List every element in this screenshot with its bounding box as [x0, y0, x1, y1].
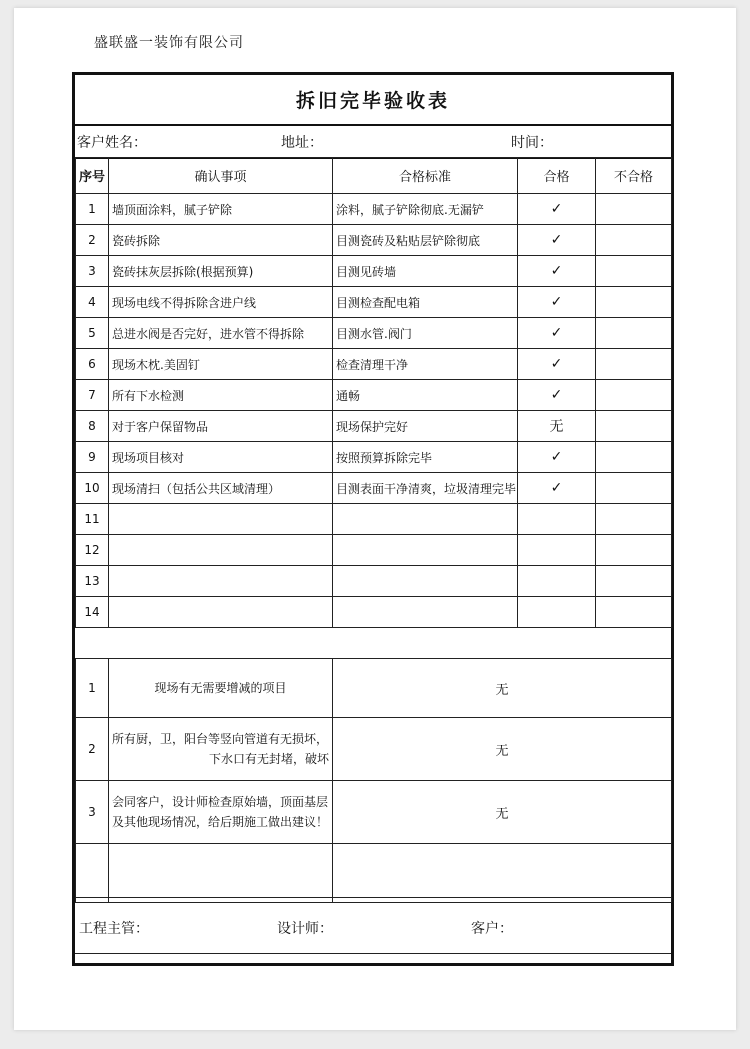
row-standard — [333, 566, 518, 597]
row-pass: ✓ — [518, 442, 596, 473]
table-row — [76, 442, 672, 473]
table-row — [76, 566, 672, 597]
customer-name-label: 客户姓名： — [77, 135, 147, 151]
inspection-line-1: 所有厨，卫，阳台等竖向管道有无损坏， — [112, 732, 329, 746]
row-item: 总进水阀是否完好，进水管不得拆除 — [109, 318, 333, 349]
header-standard: 合格标准 — [333, 158, 518, 194]
row-fail — [596, 225, 672, 256]
inspection-description — [109, 718, 333, 781]
inspection-result: 无 — [333, 659, 672, 718]
row-number: 8 — [76, 411, 109, 442]
row-standard — [333, 535, 518, 566]
row-number: 9 — [76, 442, 109, 473]
row-pass: ✓ — [518, 380, 596, 411]
row-number: 11 — [76, 504, 109, 535]
table-row — [76, 597, 672, 628]
inspection-result: 无 — [333, 781, 672, 844]
table-row — [76, 194, 672, 225]
address-label: 地址： — [281, 135, 323, 151]
table-row — [76, 473, 672, 504]
table-row — [76, 535, 672, 566]
table-row — [76, 287, 672, 318]
header-item: 确认事项 — [109, 158, 333, 194]
header-seq: 序号 — [76, 158, 109, 194]
row-standard: 涂料，腻子铲除彻底.无漏铲 — [333, 194, 518, 225]
company-name: 盛联盛一装饰有限公司 — [94, 35, 244, 51]
inspection-line-1: 会同客户，设计师检查原始墙，顶面基层 — [112, 795, 329, 809]
empty-inspection-row — [76, 844, 672, 903]
row-fail — [596, 287, 672, 318]
table-row — [76, 349, 672, 380]
row-number: 4 — [76, 287, 109, 318]
row-pass: ✓ — [518, 349, 596, 380]
empty-cell — [333, 844, 672, 903]
row-fail — [596, 349, 672, 380]
inspection-description — [109, 659, 333, 718]
row-standard: 按照预算拆除完毕 — [333, 442, 518, 473]
row-standard: 目测表面干净清爽，垃圾清理完毕 — [333, 473, 518, 504]
bottom-divider — [75, 953, 671, 955]
row-number: 6 — [76, 349, 109, 380]
row-standard — [333, 504, 518, 535]
client-signature-label: 客户： — [471, 921, 513, 937]
row-number: 1 — [76, 194, 109, 225]
row-item: 墙顶面涂料，腻子铲除 — [109, 194, 333, 225]
row-item: 现场电线不得拆除含进户线 — [109, 287, 333, 318]
row-pass: ✓ — [518, 256, 596, 287]
checklist-body — [76, 194, 672, 628]
row-number: 14 — [76, 597, 109, 628]
form-title: 拆旧完毕验收表 — [75, 75, 671, 126]
inspection-row — [76, 718, 672, 781]
row-standard: 通畅 — [333, 380, 518, 411]
time-label: 时间： — [511, 135, 553, 151]
row-pass: 无 — [518, 411, 596, 442]
row-fail — [596, 597, 672, 628]
row-fail — [596, 194, 672, 225]
spacer-cell — [76, 628, 672, 659]
row-pass — [518, 504, 596, 535]
inspection-line-2: 及其他现场情况，给后期施工做出建议！ — [112, 815, 329, 829]
spacer-row — [76, 628, 672, 659]
row-pass: ✓ — [518, 318, 596, 349]
info-line — [75, 124, 671, 159]
row-fail — [596, 442, 672, 473]
header-fail: 不合格 — [596, 158, 672, 194]
row-item: 现场木枕.美固钉 — [109, 349, 333, 380]
header-pass: 合格 — [518, 158, 596, 194]
row-item — [109, 504, 333, 535]
row-fail — [596, 411, 672, 442]
inspection-row — [76, 781, 672, 844]
row-standard: 目测检查配电箱 — [333, 287, 518, 318]
row-fail — [596, 535, 672, 566]
table-row — [76, 318, 672, 349]
empty-cell — [76, 844, 109, 903]
row-fail — [596, 473, 672, 504]
row-standard: 现场保护完好 — [333, 411, 518, 442]
inspection-number: 1 — [76, 659, 109, 718]
row-number: 13 — [76, 566, 109, 597]
row-standard: 检查清理干净 — [333, 349, 518, 380]
row-number: 10 — [76, 473, 109, 504]
row-pass — [518, 597, 596, 628]
row-fail — [596, 318, 672, 349]
row-fail — [596, 504, 672, 535]
row-number: 2 — [76, 225, 109, 256]
row-pass: ✓ — [518, 473, 596, 504]
table-row — [76, 504, 672, 535]
inspection-line-2: 下水口有无封堵，破坏 — [208, 752, 329, 766]
row-pass — [518, 566, 596, 597]
row-item: 瓷砖拆除 — [109, 225, 333, 256]
row-pass: ✓ — [518, 225, 596, 256]
row-number: 3 — [76, 256, 109, 287]
inspection-row — [76, 659, 672, 718]
table-row — [76, 256, 672, 287]
signature-line — [75, 897, 671, 954]
inspection-number: 2 — [76, 718, 109, 781]
designer-signature-label: 设计师： — [277, 921, 333, 937]
table-header-row — [76, 158, 672, 194]
inspection-number: 3 — [76, 781, 109, 844]
inspection-body — [76, 659, 672, 844]
row-item: 所有下水检测 — [109, 380, 333, 411]
inspection-line-1: 现场有无需要增减的项目 — [154, 681, 287, 695]
row-fail — [596, 566, 672, 597]
row-fail — [596, 380, 672, 411]
row-item: 现场项目核对 — [109, 442, 333, 473]
row-standard — [333, 597, 518, 628]
row-item — [109, 566, 333, 597]
row-number: 12 — [76, 535, 109, 566]
row-number: 5 — [76, 318, 109, 349]
checklist-table — [75, 157, 672, 903]
inspection-result: 无 — [333, 718, 672, 781]
row-item: 瓷砖抹灰层拆除(根据预算) — [109, 256, 333, 287]
acceptance-form — [72, 72, 674, 966]
empty-cell — [109, 844, 333, 903]
row-standard: 目测瓷砖及粘贴层铲除彻底 — [333, 225, 518, 256]
table-row — [76, 380, 672, 411]
manager-signature-label: 工程主管： — [79, 921, 149, 937]
inspection-description — [109, 781, 333, 844]
row-pass: ✓ — [518, 287, 596, 318]
row-item — [109, 535, 333, 566]
row-pass: ✓ — [518, 194, 596, 225]
row-standard: 目测水管.阀门 — [333, 318, 518, 349]
table-row — [76, 411, 672, 442]
row-item: 对于客户保留物品 — [109, 411, 333, 442]
row-item — [109, 597, 333, 628]
paper-sheet — [14, 8, 736, 1030]
row-number: 7 — [76, 380, 109, 411]
row-standard: 目测见砖墙 — [333, 256, 518, 287]
row-item: 现场清扫（包括公共区域清理） — [109, 473, 333, 504]
table-row — [76, 225, 672, 256]
row-pass — [518, 535, 596, 566]
row-fail — [596, 256, 672, 287]
